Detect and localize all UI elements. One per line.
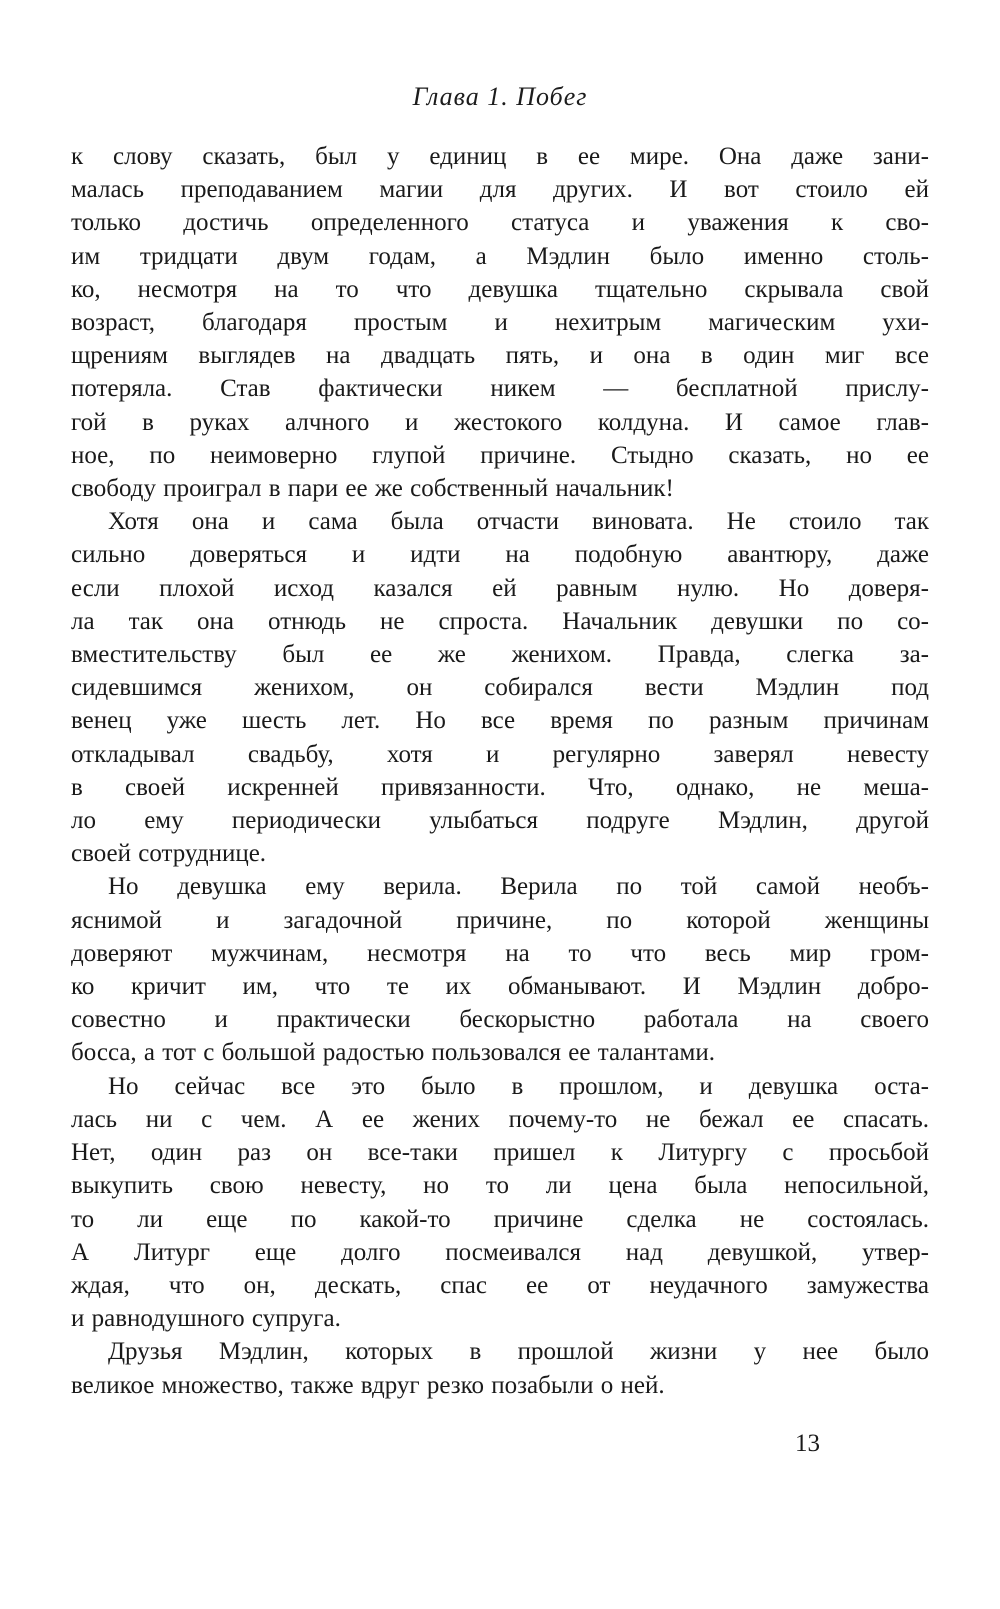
text-line: потеряла. Став фактически никем — бесплатной прислу- (71, 375, 929, 403)
paragraph (71, 505, 929, 870)
text-line: Друзья Мэдлин, которых в прошлой жизни у нее было (108, 1338, 929, 1366)
text-line: свободу проиграл в пари ее же собственный начальник! (71, 475, 674, 503)
text-line: ло ему периодически улыбаться подруге Мэдлин, другой (71, 807, 929, 835)
text-line: яснимой и загадочной причине, по которой женщины (71, 906, 929, 934)
text-line: щрениям выглядев на двадцать пять, и она в один миг все (71, 342, 929, 370)
text-line: сильно доверяться и идти на подобную авантюру, даже (71, 541, 929, 569)
text-line: лась ни с чем. А ее жених почему-то не бежал ее спасать. (71, 1105, 929, 1133)
text-line: выкупить свою невесту, но то ли цена была непосильной, (71, 1172, 929, 1200)
text-line: если плохой исход казался ей равным нулю. Но доверя- (71, 574, 929, 602)
text-line: в своей искренней привязанности. Что, однако, не меша- (71, 773, 929, 801)
text-line: малась преподаванием магии для других. И вот стоило ей (71, 176, 929, 204)
text-line: только достичь определенного статуса и уважения к сво- (71, 209, 929, 237)
text-line: возраст, благодаря простым и нехитрым магическим ухи- (71, 309, 929, 337)
text-line: босса, а тот с большой радостью пользовался ее талантами. (71, 1039, 715, 1067)
text-line: сидевшимся женихом, он собирался вести Мэдлин под (71, 674, 929, 702)
text-line: Нет, один раз он все-таки пришел к Литургу с просьбой (71, 1139, 929, 1167)
paragraph (71, 870, 929, 1069)
text-line: своей сотруднице. (71, 840, 267, 868)
text-line: к слову сказать, был у единиц в ее мире. Она даже зани- (71, 143, 929, 170)
paragraph (71, 140, 929, 505)
text-line: ко кричит им, что те их обманывают. И Мэдлин добро- (71, 973, 929, 1001)
text-line: то ли еще по какой-то причине сделка не состоялась. (71, 1205, 929, 1233)
text-line: ное, по неимоверно глупой причине. Стыдно сказать, но ее (71, 441, 929, 469)
text-line: А Литург еще долго посмеивался над девушкой, утвер- (71, 1238, 929, 1266)
text-line: им тридцати двум годам, а Мэдлин было именно столь- (71, 242, 929, 270)
text-line: великое множество, также вдруг резко позабыли о ней. (71, 1371, 665, 1399)
text-line: Хотя она и сама была отчасти виновата. Не стоило так (108, 508, 929, 536)
text-line: вместительству был ее же женихом. Правда, слегка за- (71, 641, 929, 669)
text-line: Но сейчас все это было в прошлом, и девушка оста- (108, 1072, 929, 1100)
page-number: 13 (795, 1430, 820, 1457)
text-line: совестно и практически бескорыстно работала на своего (71, 1006, 929, 1034)
text-line: Но девушка ему верила. Верила по той самой необъ- (108, 873, 929, 901)
text-line: ла так она отнюдь не спроста. Начальник девушки по со- (71, 607, 929, 635)
text-line: венец уже шесть лет. Но все время по разным причинам (71, 707, 929, 735)
paragraph (71, 1070, 929, 1336)
chapter-header: Глава 1. Побег (412, 82, 588, 111)
text-line: доверяют мужчинам, несмотря на то что весь мир гром- (71, 939, 929, 967)
text-block (71, 140, 929, 1402)
text-line: и равнодушного супруга. (71, 1305, 341, 1333)
text-line: ко, несмотря на то что девушка тщательно скрывала свой (71, 275, 929, 303)
text-line: гой в руках алчного и жестокого колдуна. И самое глав- (71, 408, 929, 436)
text-line: ждая, что он, дескать, спас ее от неудачного замужества (71, 1271, 929, 1299)
paragraph (71, 1335, 929, 1401)
text-line: откладывал свадьбу, хотя и регулярно заверял невесту (71, 740, 929, 768)
